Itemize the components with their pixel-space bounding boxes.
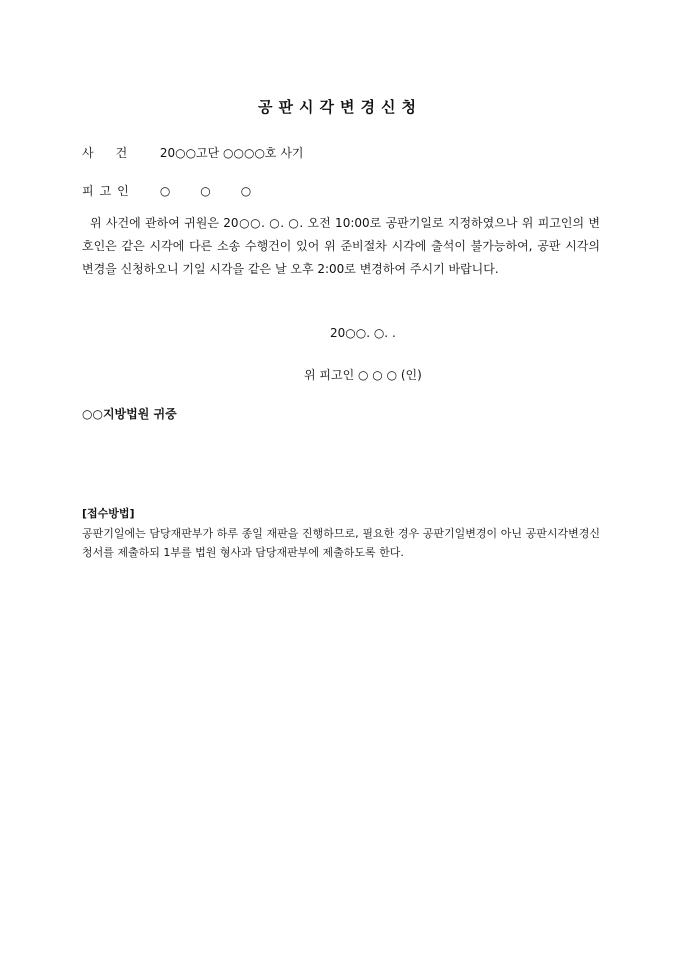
signer-line: 위 피고인 ○ ○ ○ (인) <box>304 368 422 382</box>
filing-date: 20○○. ○. . <box>330 326 396 340</box>
note-heading: [접수방법] <box>82 507 135 520</box>
case-label: 사건 <box>82 146 150 160</box>
note-text: 공판기일에는 담당재판부가 하루 종일 재판을 진행하므로, 필요한 경우 공판기일변경이 아닌 공판시각변경신청서를 제출하되 1부를 법원 형사과 담당재판부에 제출하도록 한다. <box>82 527 600 559</box>
document-title: 공판시각변경신청 <box>258 98 422 116</box>
body-paragraph: 위 사건에 관하여 귀원은 20○○. ○. ○. 오전 10:00로 공판기일로 지정하였으나 위 피고인의 변호인은 같은 시각에 다른 소송 수행건이 있어 위 준비절차 시각에 출석이 불가능하여, 공판 시각의 변경을 신청하오니 기일 시각을 같은 날 오후 2:00로 변경하여 주시기 바랍니다. <box>82 216 600 276</box>
defendant-row <box>82 182 281 199</box>
case-row <box>82 144 304 161</box>
defendant-label: 피고인 <box>82 184 135 198</box>
defendant-name: ○○○ <box>159 184 282 198</box>
court-addressee: ○○지방법원 귀중 <box>82 407 177 421</box>
case-value: 20○○고단 ○○○○호 사기 <box>159 146 304 160</box>
